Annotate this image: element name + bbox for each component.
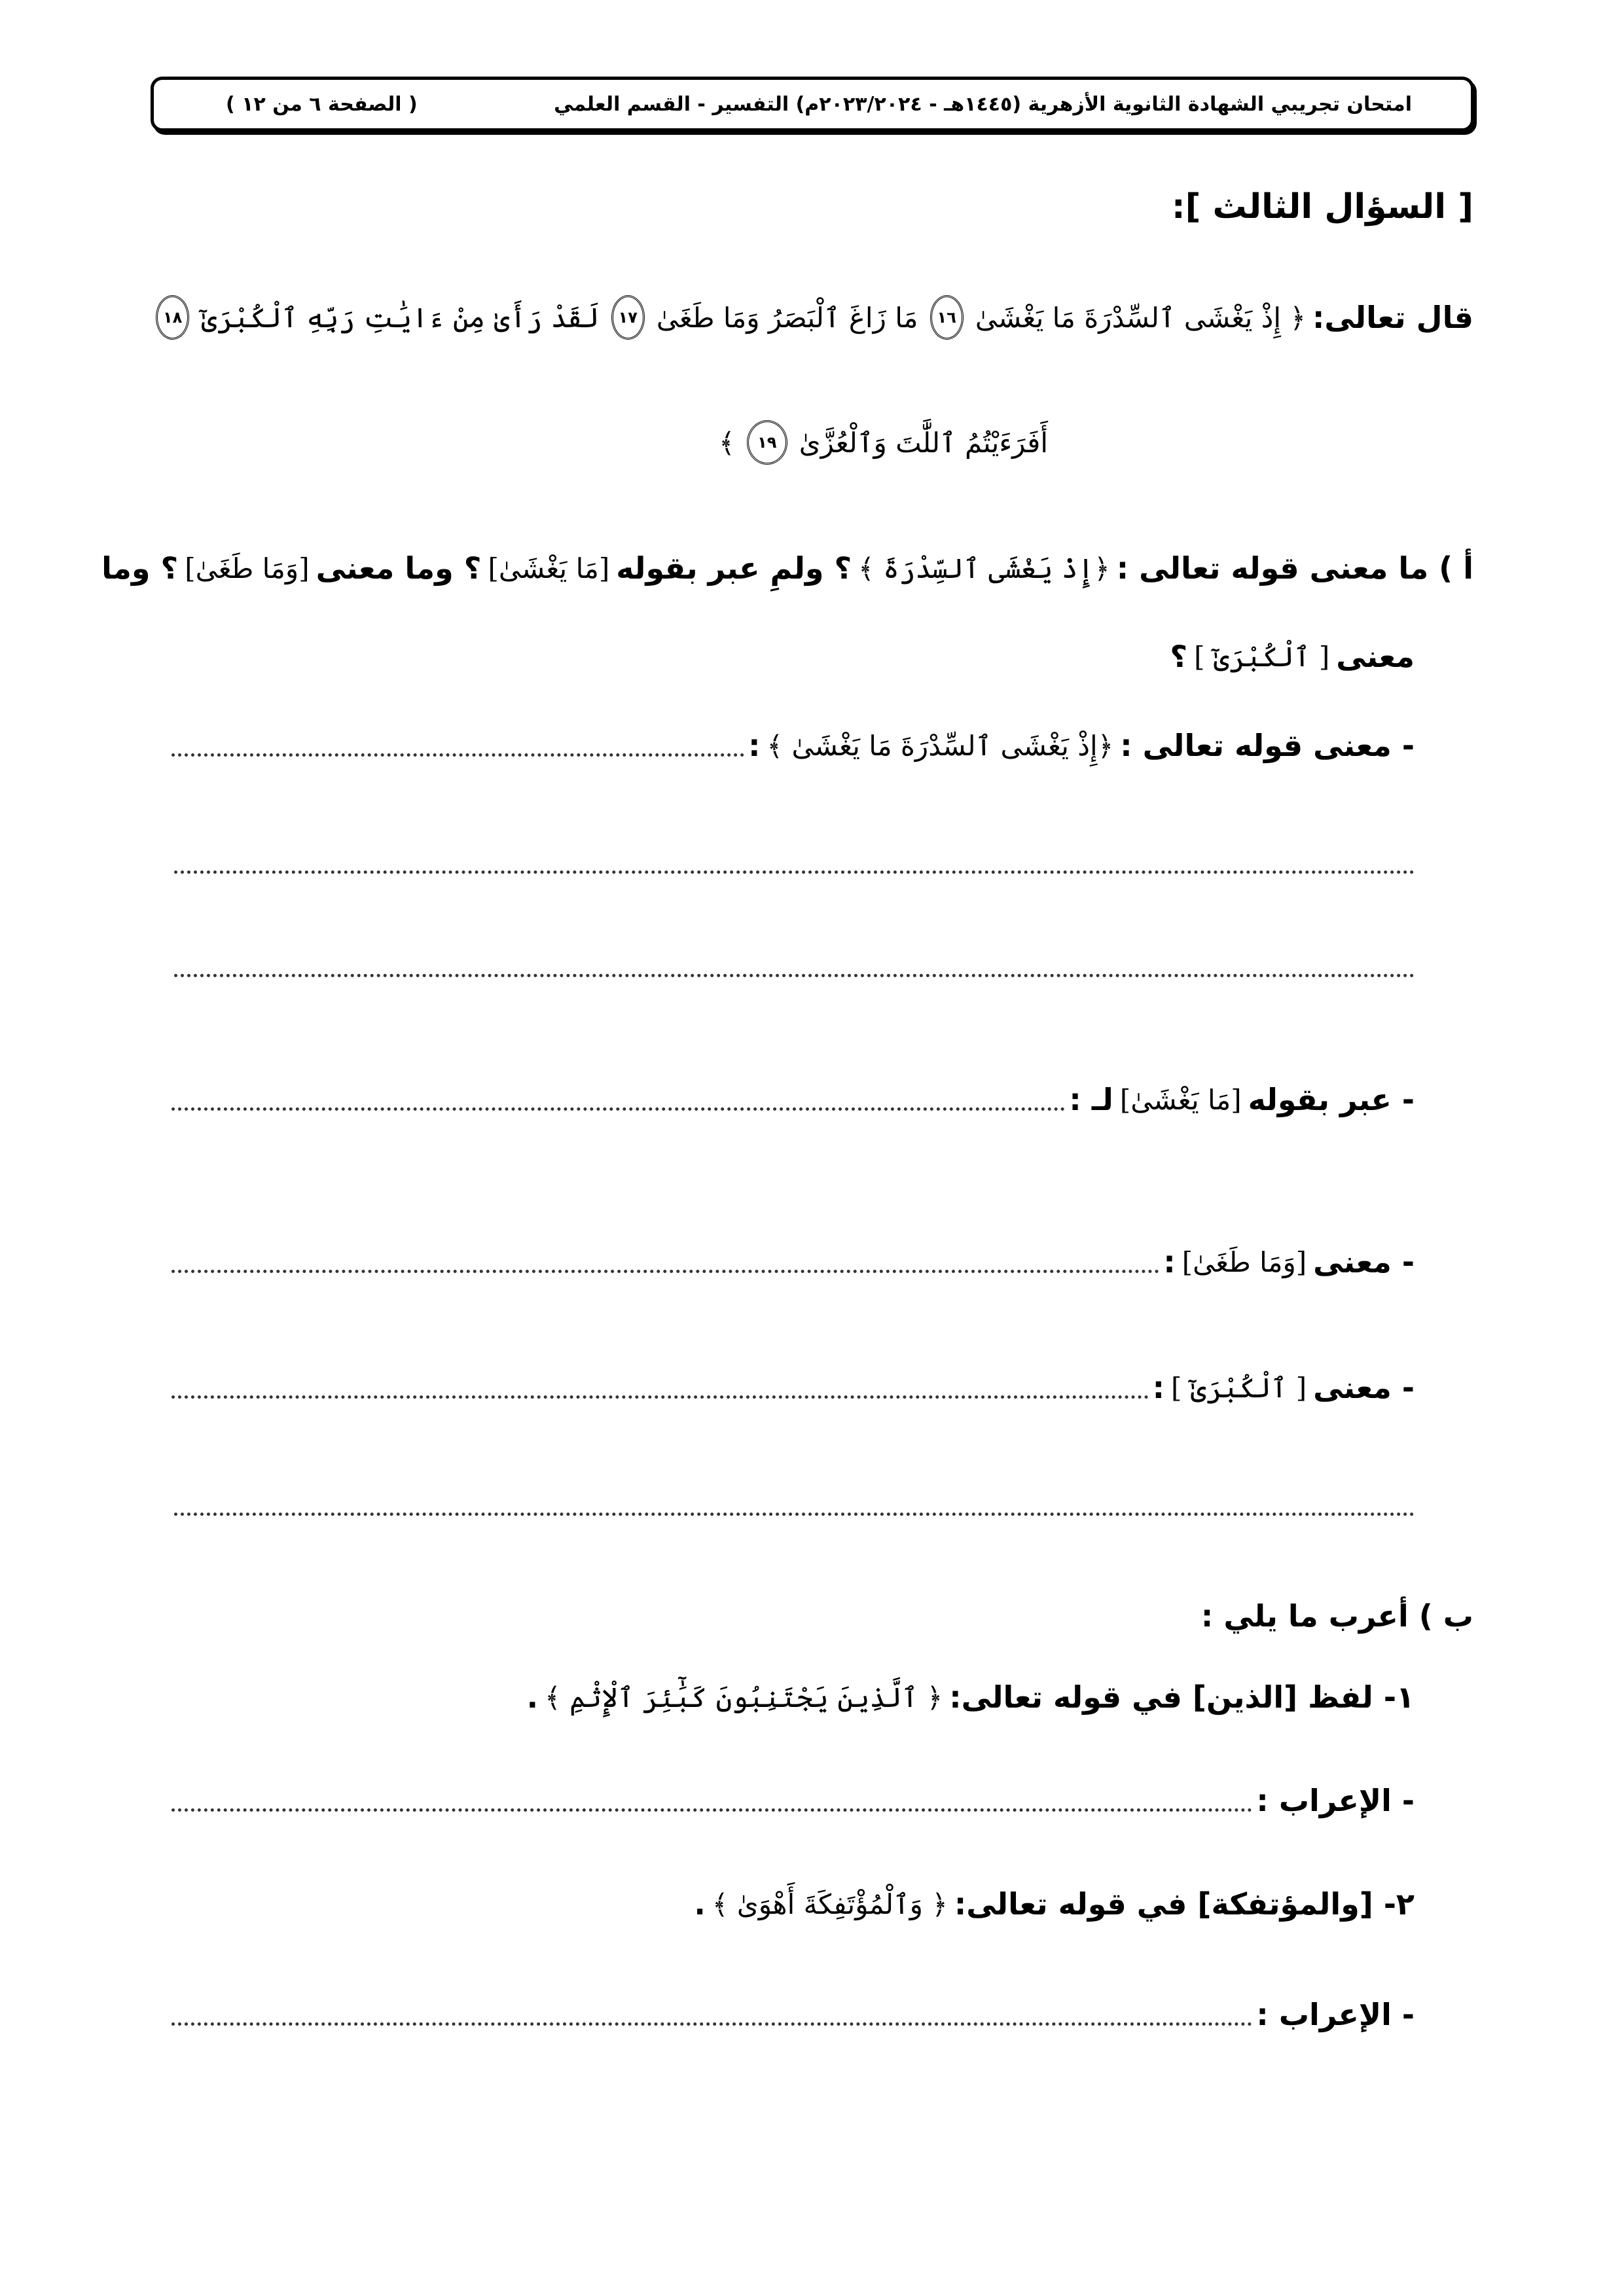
q-text: ؟ xyxy=(1170,639,1188,674)
answer-field[interactable] xyxy=(174,1513,1415,1516)
verse-part: أَفَرَءَيْتُمُ ٱللَّٰتَ وَٱلْعُزَّىٰ xyxy=(799,426,1048,459)
ayah-number: ١٦ xyxy=(930,295,964,340)
q-verse: [مَا يَغْشَىٰ] xyxy=(488,552,610,584)
answer-field[interactable] xyxy=(171,1107,1065,1111)
answer-label: : xyxy=(1152,1370,1164,1405)
answer-label: لـ : xyxy=(1069,1082,1113,1117)
q-text: ١- لفظ [الذين] في قوله تعالى: xyxy=(949,1679,1415,1715)
q-verse: ﴿إِذْ يَغْشَى ٱلسِّدْرَةَ ﴾ xyxy=(858,552,1110,584)
answer-field[interactable] xyxy=(171,753,744,757)
answer-label: : xyxy=(1163,1244,1176,1280)
q-verse: ﴿إِذْ يَغْشَى ٱلسِّدْرَةَ مَا يَغْشَىٰ ﴾ xyxy=(767,729,1114,762)
q-verse: ﴿ وَٱلْمُؤْتَفِكَةَ أَهْوَىٰ ﴾ xyxy=(712,1888,948,1920)
verse-line-1 xyxy=(151,291,1473,344)
answer-field[interactable] xyxy=(171,2022,1252,2026)
q-verse: ﴿ ٱلَّذِينَ يَجْتَنِبُونَ كَبَٰٓئِرَ ٱلْإِثْمِ ﴾ xyxy=(545,1681,943,1713)
verse-close-bracket: ﴾ xyxy=(719,426,735,459)
answer-b2 xyxy=(171,1988,1415,2041)
answer-label: - معنى xyxy=(1313,1370,1415,1405)
answer-field[interactable] xyxy=(171,1395,1149,1399)
answer-field[interactable] xyxy=(174,870,1415,874)
ayah-number: ١٨ xyxy=(156,295,189,340)
q-text: ؟ وما xyxy=(101,550,179,586)
answer-a4 xyxy=(171,1361,1415,1414)
verse-line-2 xyxy=(171,416,1055,469)
part-b-item-1 xyxy=(171,1671,1415,1723)
q-text: ٢- [والمؤتفكة] في قوله تعالى: xyxy=(954,1886,1415,1922)
question-a-line-2 xyxy=(171,630,1415,683)
q-text: أ ) ما معنى قوله تعالى : xyxy=(1116,550,1473,586)
ayah-number: ١٩ xyxy=(747,420,787,465)
q-text: . xyxy=(694,1886,706,1922)
answer-a1 xyxy=(171,719,1415,772)
answer-field[interactable] xyxy=(171,1808,1252,1812)
answer-label: : xyxy=(748,728,761,763)
answer-b1 xyxy=(171,1774,1415,1827)
q-verse: [وَمَا طَغَىٰ] xyxy=(185,552,310,584)
part-b-item-2 xyxy=(171,1878,1415,1930)
section-title: ب ) أعرب ما يلي : xyxy=(1200,1598,1473,1634)
part-b-title xyxy=(171,1590,1473,1642)
question-title xyxy=(171,181,1473,233)
page-number: ( الصفحة ٦ من ١٢ ) xyxy=(226,92,418,116)
q-verse: [وَمَا طَغَىٰ] xyxy=(1182,1246,1307,1278)
verse-part: مَا زَاغَ ٱلْبَصَرُ وَمَا طَغَىٰ xyxy=(656,301,918,334)
q-verse: [ ٱلْكُبْرَىٰٓ ] xyxy=(1170,1371,1307,1404)
answer-label: - معنى xyxy=(1313,1244,1415,1280)
q-text: . xyxy=(526,1679,539,1715)
q-text: معنى xyxy=(1336,639,1415,674)
answer-field[interactable] xyxy=(171,1270,1159,1273)
answer-a2 xyxy=(171,1073,1415,1126)
question-title-text: [ السؤال الثالث ]: xyxy=(1171,187,1473,226)
q-text: ؟ وما معنى xyxy=(316,550,482,586)
q-verse: [ ٱلْكُبْرَىٰٓ ] xyxy=(1194,640,1330,673)
question-a-line-1 xyxy=(101,542,1473,594)
ayah-number: ١٧ xyxy=(611,295,645,340)
answer-label: - الإعراب : xyxy=(1256,1783,1415,1818)
q-verse: [مَا يَغْشَىٰ] xyxy=(1119,1083,1242,1116)
verse-intro: قال تعالى: xyxy=(1312,300,1473,335)
exam-title: امتحان تجريبي الشهادة الثانوية الأزهرية (١٤٤٥هـ - ٢٠٢٣/٢٠٢٤م) التفسير - القسم العلمي xyxy=(554,92,1412,116)
verse-part: لَقَدْ رَأَىٰ مِنْ ءَايَٰتِ رَبِّهِ ٱلْكُبْرَىٰٓ xyxy=(201,301,600,334)
answer-a3 xyxy=(171,1236,1415,1288)
page-header xyxy=(151,77,1474,132)
answer-field[interactable] xyxy=(174,974,1415,977)
answer-label: - عبر بقوله xyxy=(1248,1082,1415,1117)
q-text: ؟ ولمِ عبر بقوله xyxy=(616,550,852,586)
answer-label: - الإعراب : xyxy=(1256,1997,1415,2032)
answer-label: - معنى قوله تعالى : xyxy=(1120,728,1415,763)
verse-part: ﴿ إِذْ يَغْشَى ٱلسِّدْرَةَ مَا يَغْشَىٰ xyxy=(975,301,1306,334)
